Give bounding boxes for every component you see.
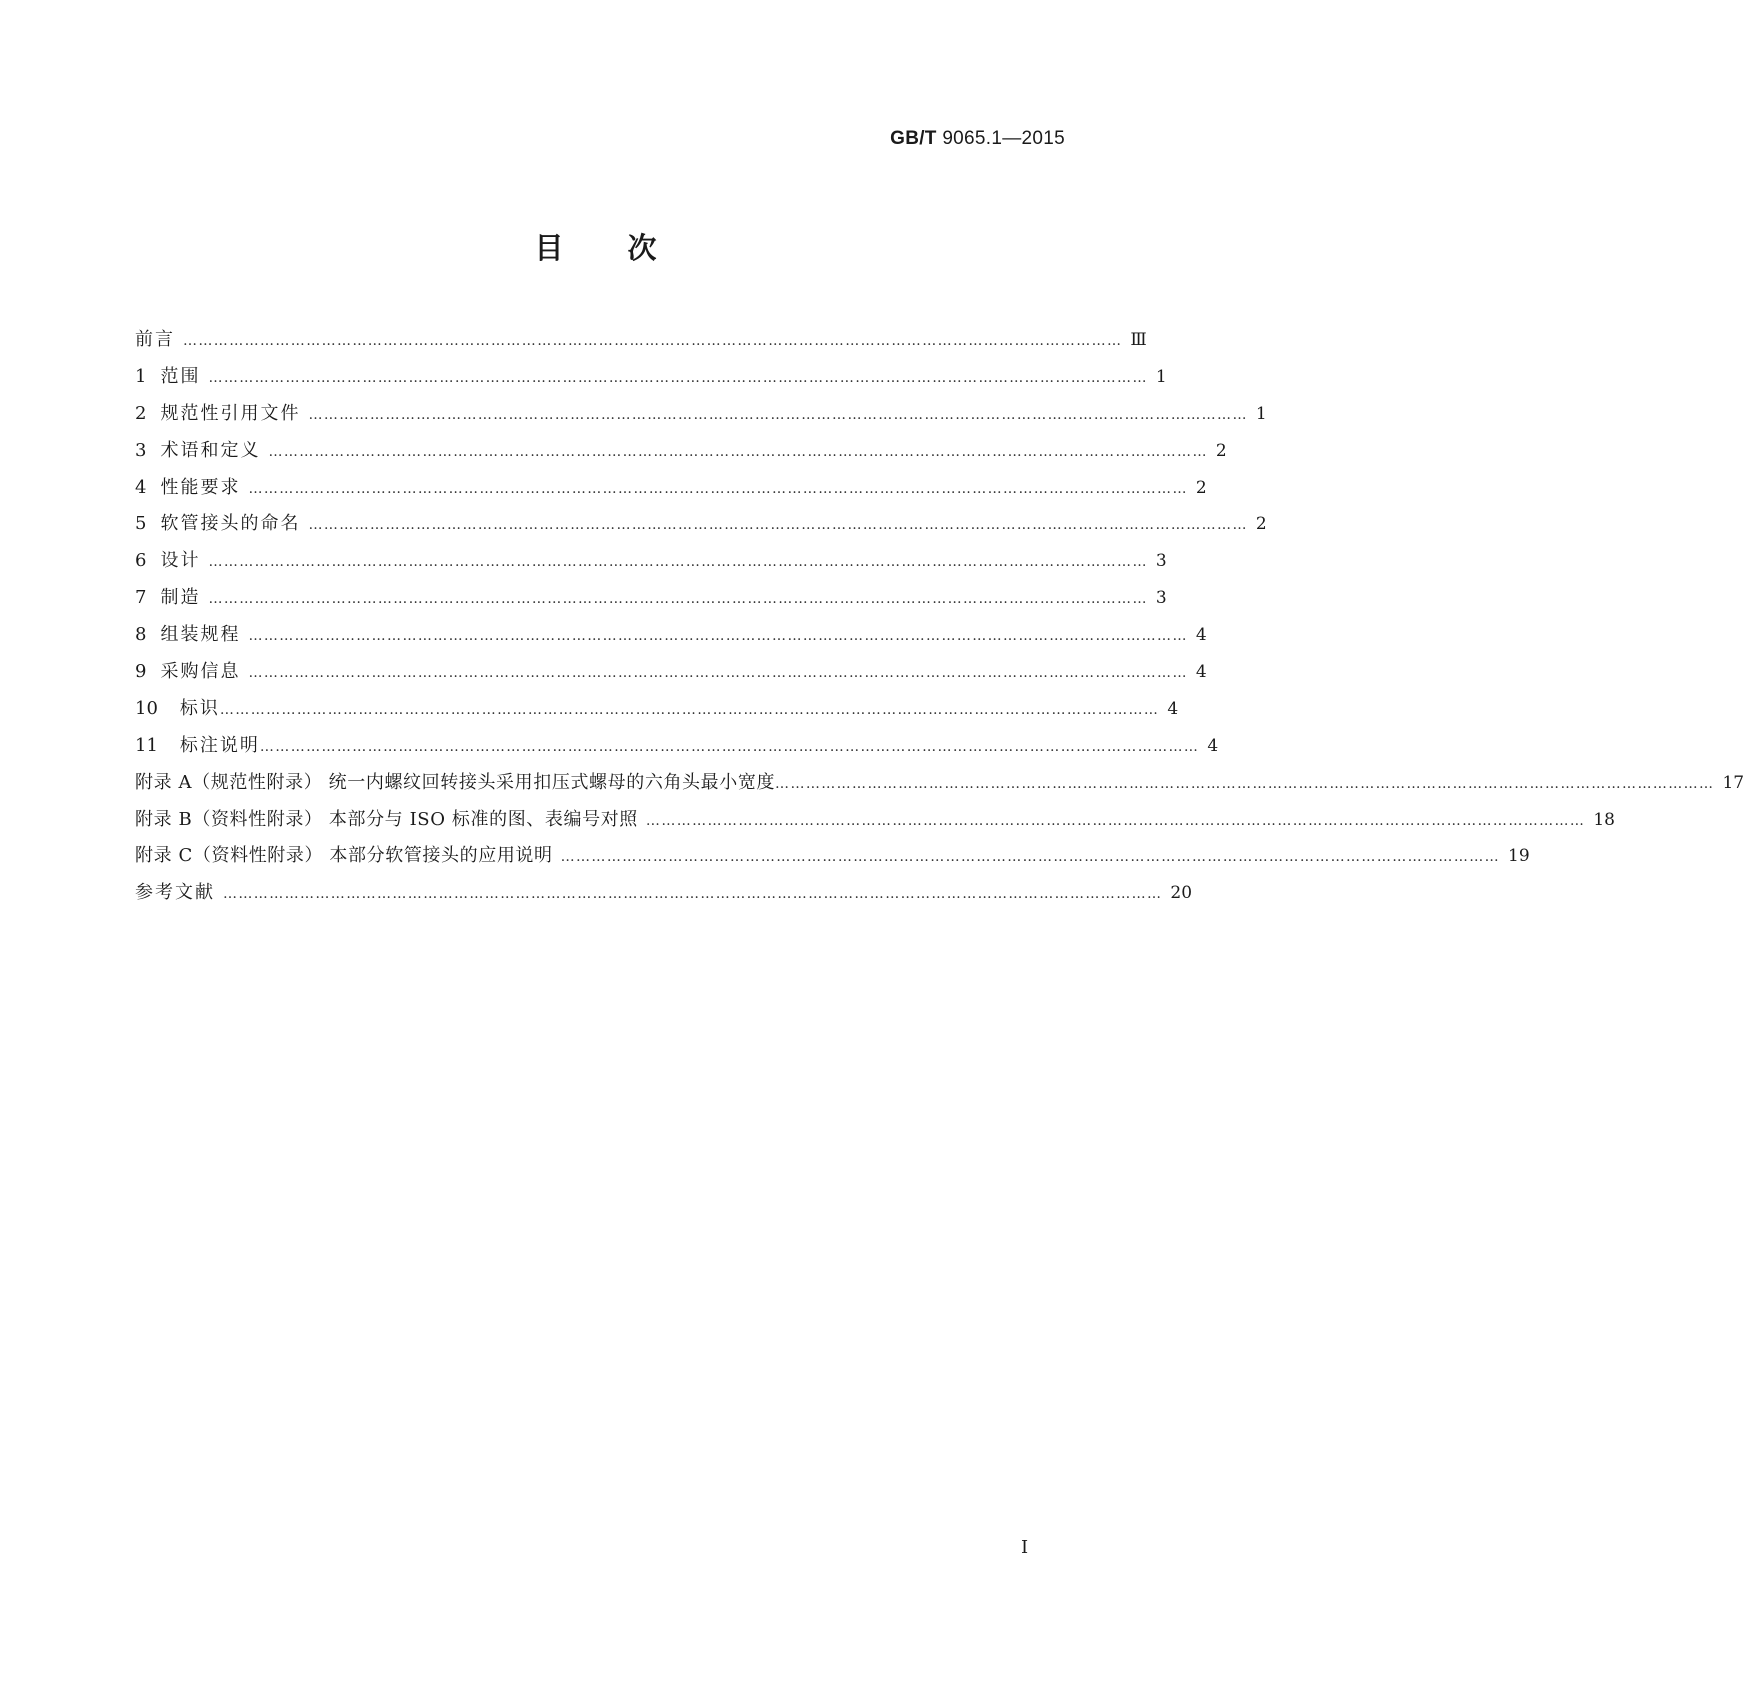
toc-page: 17: [1722, 772, 1744, 793]
toc-label: 术语和定义: [160, 439, 261, 461]
toc-leader-dots: …………………………………………………………………………………………………………………………………………………………………: [268, 443, 1208, 460]
toc-page: 18: [1593, 809, 1615, 830]
toc-item-6[interactable]: [135, 546, 1167, 583]
toc-item-references[interactable]: [135, 878, 1193, 915]
toc-number: 7: [135, 587, 147, 609]
toc-label: 附录 C（资料性附录） 本部分软管接头的应用说明: [135, 845, 553, 867]
toc-leader-dots: …………………………………………………………………………………………………………………………………………………………………: [645, 812, 1586, 829]
toc-label: 采购信息: [160, 661, 241, 683]
toc-item-8[interactable]: [135, 620, 1207, 657]
toc-label: 附录 A（规范性附录） 统一内螺纹回转接头采用扣压式螺母的六角头最小宽度: [135, 771, 776, 793]
toc-label: 规范性引用文件: [160, 402, 301, 424]
toc-page: 3: [1155, 551, 1167, 572]
toc-page: 20: [1170, 883, 1193, 904]
toc-page: 1: [1155, 366, 1167, 387]
toc-item-preface[interactable]: [135, 325, 1147, 362]
toc-page: 2: [1195, 477, 1207, 498]
toc-leader-dots: …………………………………………………………………………………………………………………………………………………………………: [208, 591, 1148, 608]
toc-label: 设计: [160, 550, 201, 572]
toc-label: 性能要求: [160, 476, 241, 498]
toc-page: 4: [1167, 698, 1179, 719]
toc-item-4[interactable]: [135, 473, 1207, 510]
toc-label: 参考文献: [135, 882, 215, 904]
toc-leader-dots: …………………………………………………………………………………………………………………………………………………………………: [219, 701, 1160, 718]
toc-label: 前言: [135, 329, 175, 350]
standard-code: [890, 128, 1065, 150]
toc-leader-dots: …………………………………………………………………………………………………………………………………………………………………: [223, 886, 1163, 903]
table-of-contents: [135, 325, 1744, 915]
toc-item-7[interactable]: [135, 583, 1167, 620]
page-number: I: [1021, 1537, 1029, 1558]
standard-prefix: GB/T: [890, 128, 937, 149]
toc-leader-dots: …………………………………………………………………………………………………………………………………………………………………: [208, 554, 1148, 571]
page-title: 目次: [534, 231, 721, 265]
toc-leader-dots: …………………………………………………………………………………………………………………………………………………………………: [208, 369, 1148, 386]
toc-item-10[interactable]: [135, 694, 1179, 731]
toc-leader-dots: …………………………………………………………………………………………………………………………………………………………………: [183, 333, 1123, 349]
toc-page: 4: [1195, 625, 1207, 646]
toc-item-5[interactable]: [135, 509, 1267, 546]
toc-page: 19: [1508, 846, 1530, 867]
toc-item-annex-a[interactable]: [135, 768, 1744, 805]
toc-number: 5: [135, 513, 147, 535]
toc-number: 4: [135, 476, 147, 498]
toc-number: 8: [135, 624, 147, 646]
toc-leader-dots: …………………………………………………………………………………………………………………………………………………………………: [560, 849, 1501, 866]
toc-leader-dots: …………………………………………………………………………………………………………………………………………………………………: [248, 628, 1188, 645]
toc-page: 3: [1155, 588, 1167, 609]
toc-number: 2: [135, 402, 147, 424]
toc-leader-dots: …………………………………………………………………………………………………………………………………………………………………: [259, 738, 1200, 755]
toc-number: 11: [135, 734, 158, 756]
toc-page: 2: [1215, 440, 1227, 461]
toc-number: 1: [135, 365, 147, 387]
toc-page: 2: [1255, 514, 1267, 535]
toc-label: 标识: [179, 697, 220, 719]
toc-leader-dots: …………………………………………………………………………………………………………………………………………………………………: [775, 775, 1715, 792]
toc-item-1[interactable]: [135, 362, 1167, 399]
toc-item-9[interactable]: [135, 657, 1207, 694]
toc-leader-dots: …………………………………………………………………………………………………………………………………………………………………: [308, 406, 1248, 423]
toc-label: 标注说明: [179, 734, 260, 756]
toc-number: 10: [135, 697, 158, 719]
toc-item-11[interactable]: [135, 731, 1219, 768]
toc-item-annex-c[interactable]: [135, 841, 1530, 878]
toc-label: 组装规程: [160, 624, 241, 646]
toc-page: 4: [1195, 662, 1207, 683]
toc-leader-dots: …………………………………………………………………………………………………………………………………………………………………: [308, 517, 1248, 534]
toc-leader-dots: …………………………………………………………………………………………………………………………………………………………………: [248, 480, 1188, 497]
toc-item-2[interactable]: [135, 399, 1267, 436]
toc-page: 1: [1255, 403, 1267, 424]
toc-label: 软管接头的命名: [160, 513, 301, 535]
toc-number: 9: [135, 661, 147, 683]
toc-label: 范围: [160, 365, 201, 387]
toc-page: 4: [1207, 735, 1219, 756]
toc-page: Ⅲ: [1130, 330, 1147, 350]
toc-number: 3: [135, 439, 147, 461]
standard-number: 9065.1—2015: [942, 128, 1065, 149]
toc-number: 6: [135, 550, 147, 572]
toc-item-annex-b[interactable]: [135, 805, 1615, 842]
toc-item-3[interactable]: [135, 436, 1227, 473]
toc-leader-dots: …………………………………………………………………………………………………………………………………………………………………: [248, 665, 1188, 682]
toc-label: 制造: [160, 587, 201, 609]
toc-label: 附录 B（资料性附录） 本部分与 ISO 标准的图、表编号对照: [135, 808, 638, 830]
